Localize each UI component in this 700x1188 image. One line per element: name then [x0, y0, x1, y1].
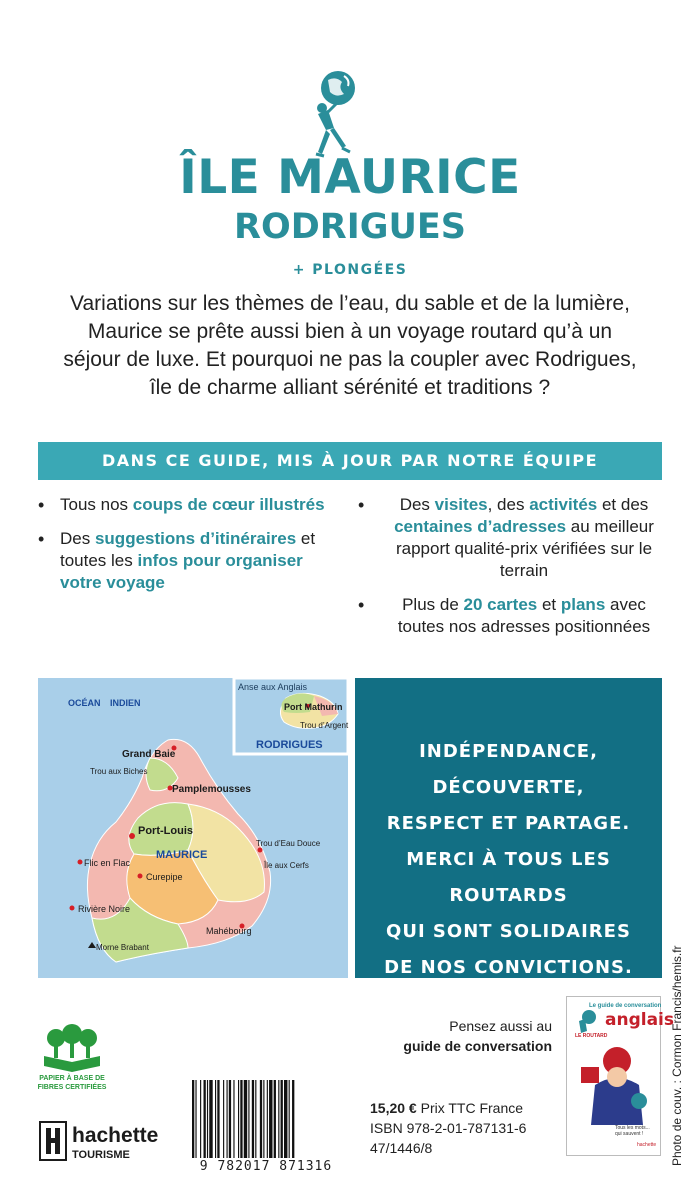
bullets-left — [38, 494, 338, 606]
map-label: Trou d’Eau Douce — [256, 839, 321, 848]
map-label: Morne Brabant — [96, 943, 149, 952]
map-label: Port Mathurin — [284, 702, 343, 712]
publisher-logo-icon — [38, 1118, 168, 1164]
svg-text:hachette: hachette — [72, 1124, 159, 1147]
section-band: DANS CE GUIDE, MIS À JOUR PAR NOTRE ÉQUIPE — [38, 442, 662, 480]
svg-text:TOURISME: TOURISME — [72, 1149, 130, 1161]
svg-text:PAPIER À BASE DE: PAPIER À BASE DE — [39, 1075, 105, 1082]
illustration-icon — [577, 1041, 657, 1125]
bullet-icon: • — [38, 495, 45, 515]
map-label: Curepipe — [146, 872, 183, 882]
map-label: Grand Baie — [122, 749, 176, 760]
list-item: • Des suggestions d’itinéraires et toutes les infos pour organiser votre voyage — [38, 529, 316, 592]
map-label: Île aux Cerfs — [264, 861, 309, 870]
book-extra: + PLONGÉES — [292, 262, 408, 278]
map-label: Trou aux Biches — [90, 767, 148, 776]
bullet-icon: • — [358, 495, 365, 515]
svg-text:FIBRES CERTIFIÉES: FIBRES CERTIFIÉES — [37, 1084, 107, 1091]
motto-box — [355, 678, 662, 978]
bullet-icon: • — [38, 529, 45, 549]
routard-small-icon — [573, 1009, 601, 1035]
certified-paper-logo-icon — [36, 1022, 108, 1092]
conversation-guide-thumbnail: Le guide de conversation anglais LE ROUTARD Tous les mots... qui sauvent ! hachette — [566, 996, 661, 1156]
map-main-title: MAURICE — [156, 849, 208, 861]
motto-text: INDÉPENDANCE, DÉCOUVERTE, RESPECT ET PARTAGE. MERCI À TOUS LES ROUTARDS QUI SONT SOLIDAIRES DE NOS CONVICTIONS. — [384, 741, 633, 978]
price-block: 15,20 € Prix TTC France ISBN 978-2-01-787131-6 47/1446/8 — [370, 1100, 527, 1156]
bullet-icon: • — [358, 595, 365, 615]
barcode-icon — [190, 1080, 340, 1158]
book-title: ÎLE MAURICE — [179, 150, 521, 205]
map-ocean-label: INDIEN — [110, 698, 141, 708]
list-item: • Plus de 20 cartes et plans avec toutes nos adresses positionnées — [358, 595, 651, 636]
map-label: Anse aux Anglais — [238, 682, 308, 692]
book-subtitle: RODRIGUES — [234, 207, 466, 247]
map-label: Pamplemousses — [172, 784, 251, 795]
map-ocean-label: OCÉAN — [68, 698, 101, 708]
pensez-text: Pensez aussi au guide de conversation — [403, 1018, 552, 1054]
bullets-right — [358, 494, 668, 650]
map-label: Flic en Flac — [84, 858, 131, 868]
photo-credit: Photo de couv. : Cormon Francis/hemis.fr — [670, 945, 684, 1166]
barcode-number: 9 782017 871316 — [199, 1159, 333, 1174]
list-item: • Tous nos coups de cœur illustrés — [38, 495, 325, 515]
map-label: Trou d’Argent — [300, 721, 349, 730]
island-map — [38, 678, 348, 978]
map-label: Mahébourg — [206, 926, 252, 936]
list-item: • Des visites, des activités et des centaines d’adresses au meilleur rapport qualité-prix vérifiées sur le terrain — [358, 495, 654, 580]
map-inset-title: RODRIGUES — [256, 739, 323, 751]
intro-text: Variations sur les thèmes de l’eau, du sable et de la lumière, Maurice se prête aussi bien à un voyage routard qu’à un séjour de luxe. Et pourquoi ne pas la coupler avec Rodrigues, île de charme alliant sérénité et traditions ? — [63, 292, 637, 399]
map-label: Port-Louis — [138, 825, 193, 837]
map-label: Rivière Noire — [78, 904, 131, 914]
